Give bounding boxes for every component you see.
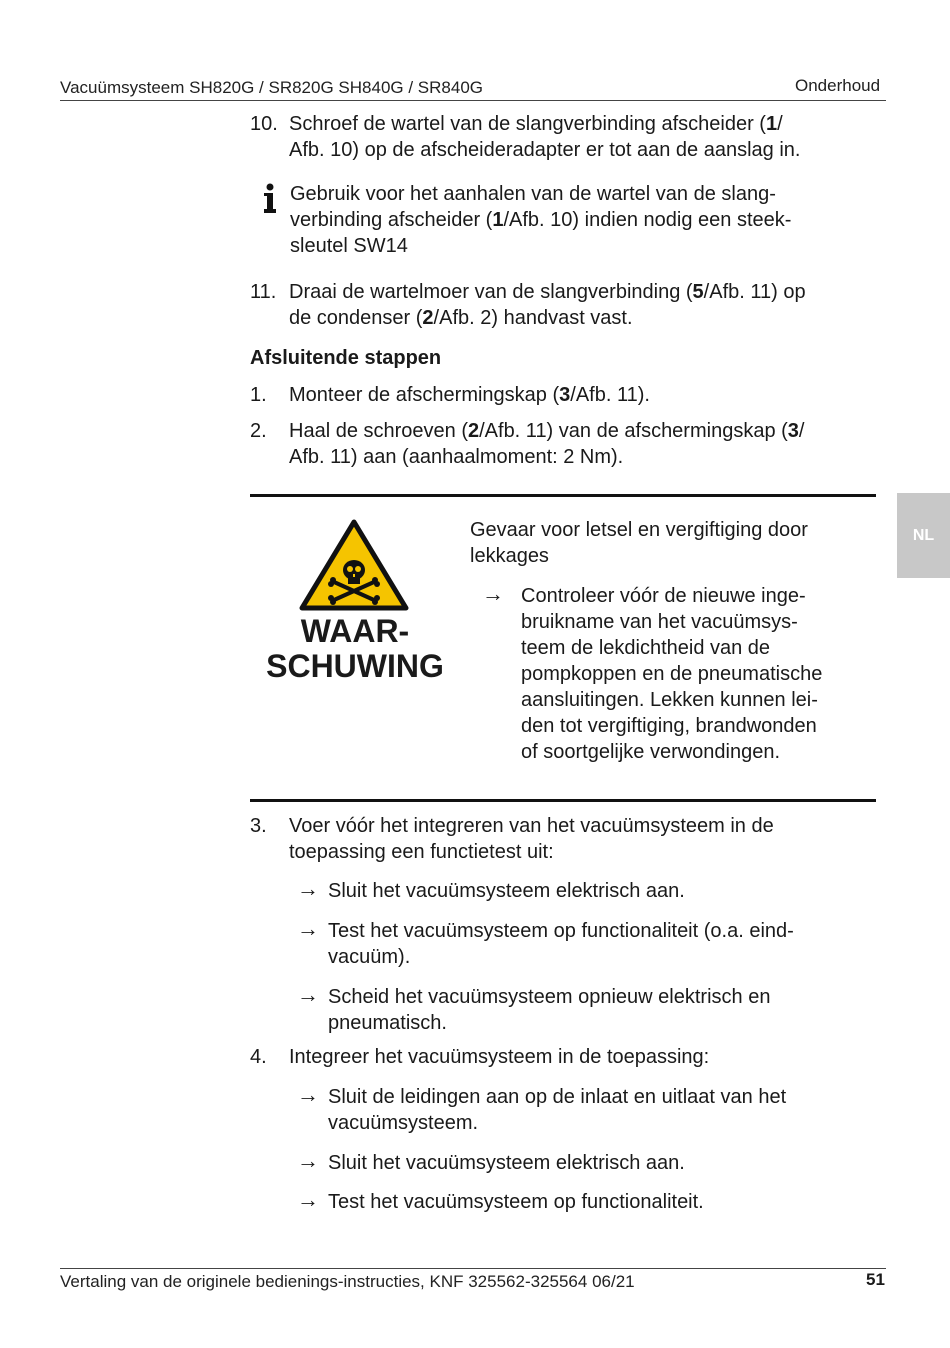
arrow-right-icon: →	[297, 916, 319, 941]
warning-title-line: lekkages	[470, 545, 549, 567]
info-line: /Afb. 10) indien nodig een steek-	[503, 209, 792, 231]
step-text-part: Schroef de wartel van de slangverbinding afscheider (	[289, 113, 766, 135]
warning-action-line: pompkoppen en de pneumatische	[521, 663, 823, 685]
step-text-part: de condenser (	[289, 307, 423, 329]
step-text	[289, 279, 806, 331]
arrow-right-icon: →	[297, 1187, 319, 1212]
step-text-part: /Afb. 11) van de afschermingskap (	[479, 420, 788, 442]
substep-text	[328, 1084, 786, 1136]
step-text-part: /Afb. 11) op	[703, 281, 806, 303]
arrow-right-icon: →	[297, 1082, 319, 1107]
step-ref: 2	[467, 420, 480, 442]
warning-action-line: teem de lekdichtheid van de	[521, 637, 771, 659]
substep-line: vacuümsysteem.	[328, 1112, 479, 1134]
step-number: 1.	[250, 384, 267, 406]
step-text	[289, 813, 774, 865]
section-heading: Afsluitende stappen	[250, 347, 442, 369]
substep-text	[328, 918, 794, 970]
substep-text	[328, 984, 770, 1036]
step-text-part: Afb. 11) aan (aanhaalmoment: 2 Nm).	[289, 446, 624, 468]
info-text	[290, 181, 791, 259]
step-number: 10.	[250, 113, 278, 135]
step-number: 4.	[250, 1046, 267, 1068]
step-text-part: Haal de schroeven (	[289, 420, 468, 442]
warning-action-line: Controleer vóór de nieuwe inge-	[521, 585, 806, 607]
step-ref: 3	[559, 384, 571, 406]
step-text-part: Draai de wartelmoer van de slangverbinding (	[289, 281, 693, 303]
language-tab[interactable]: NL	[897, 493, 950, 578]
step-text	[289, 382, 650, 408]
warning-action-line: den tot vergiftiging, brandwonden	[521, 715, 817, 737]
warning-action-line: of soortgelijke verwondingen.	[521, 741, 781, 763]
warning-top-rule	[250, 494, 876, 497]
info-line: sleutel SW14	[290, 235, 408, 257]
step-text-part: /Afb. 2) handvast vast.	[433, 307, 633, 329]
arrow-right-icon: →	[297, 1148, 319, 1173]
step-text-part: Monteer de afschermingskap (	[289, 384, 560, 406]
warning-bottom-rule	[250, 799, 876, 802]
arrow-right-icon: →	[297, 982, 319, 1007]
step-number: 11.	[250, 281, 277, 303]
info-line: Gebruik voor het aanhalen van de wartel van de slang-	[290, 183, 776, 205]
warning-title	[470, 517, 808, 569]
substep-line: vacuüm).	[328, 946, 411, 968]
page-number: 51	[866, 1270, 885, 1289]
step-text-part: Voer vóór het integreren van het vacuümsysteem in de	[289, 815, 774, 837]
substep-line: pneumatisch.	[328, 1012, 447, 1034]
warning-action-line: bruikname van het vacuümsys-	[521, 611, 798, 633]
header-title: Vacuümsysteem SH820G / SR820G SH840G / SR840G	[60, 78, 483, 97]
substep-line: Test het vacuümsysteem op functionaliteit (o.a. eind-	[328, 920, 794, 942]
warning-action-line: aansluitingen. Lekken kunnen lei-	[521, 689, 818, 711]
step-number: 3.	[250, 815, 267, 837]
footer-text: Vertaling van de originele bedienings-instructies, KNF 325562-325564 06/21	[60, 1272, 635, 1291]
step-text-part: /Afb. 11).	[570, 384, 650, 406]
step-ref: 5	[692, 281, 704, 303]
warning-label-line: SCHUWING	[266, 648, 444, 684]
step-text-part: /	[798, 420, 805, 442]
step-number: 2.	[250, 420, 267, 442]
step-ref: 2	[422, 307, 434, 329]
info-line: verbinding afscheider (	[290, 209, 493, 231]
substep-line: Scheid het vacuümsysteem opnieuw elektrisch en	[328, 986, 771, 1008]
substep-text: Sluit het vacuümsysteem elektrisch aan.	[328, 1152, 685, 1174]
substep-text: Sluit het vacuümsysteem elektrisch aan.	[328, 880, 685, 902]
header-section: Onderhoud	[795, 76, 881, 95]
step-text: Integreer het vacuümsysteem in de toepassing:	[289, 1046, 710, 1068]
step-text-part: toepassing een functietest uit:	[289, 841, 554, 863]
arrow-right-icon: →	[297, 876, 319, 901]
info-icon	[262, 182, 278, 216]
step-ref: 1	[765, 113, 778, 135]
warning-label-line: WAAR-	[300, 613, 410, 649]
step-text-part: Afb. 10) op de afscheideradapter er tot aan de aanslag in.	[289, 139, 801, 161]
warning-title-line: Gevaar voor letsel en vergiftiging door	[470, 519, 808, 541]
step-text-part: /	[777, 113, 783, 135]
toxic-warning-icon	[298, 518, 410, 612]
warning-label	[250, 614, 460, 684]
substep-line: Sluit de leidingen aan op de inlaat en uitlaat van het	[328, 1086, 787, 1108]
warning-action	[521, 583, 822, 765]
arrow-right-icon: →	[482, 581, 504, 606]
info-ref: 1	[492, 209, 504, 231]
step-text	[289, 418, 804, 470]
footer-divider	[60, 1268, 886, 1269]
step-text	[289, 111, 800, 163]
substep-text: Test het vacuümsysteem op functionaliteit.	[328, 1191, 704, 1213]
header-divider	[60, 100, 886, 101]
step-ref: 3	[787, 420, 799, 442]
